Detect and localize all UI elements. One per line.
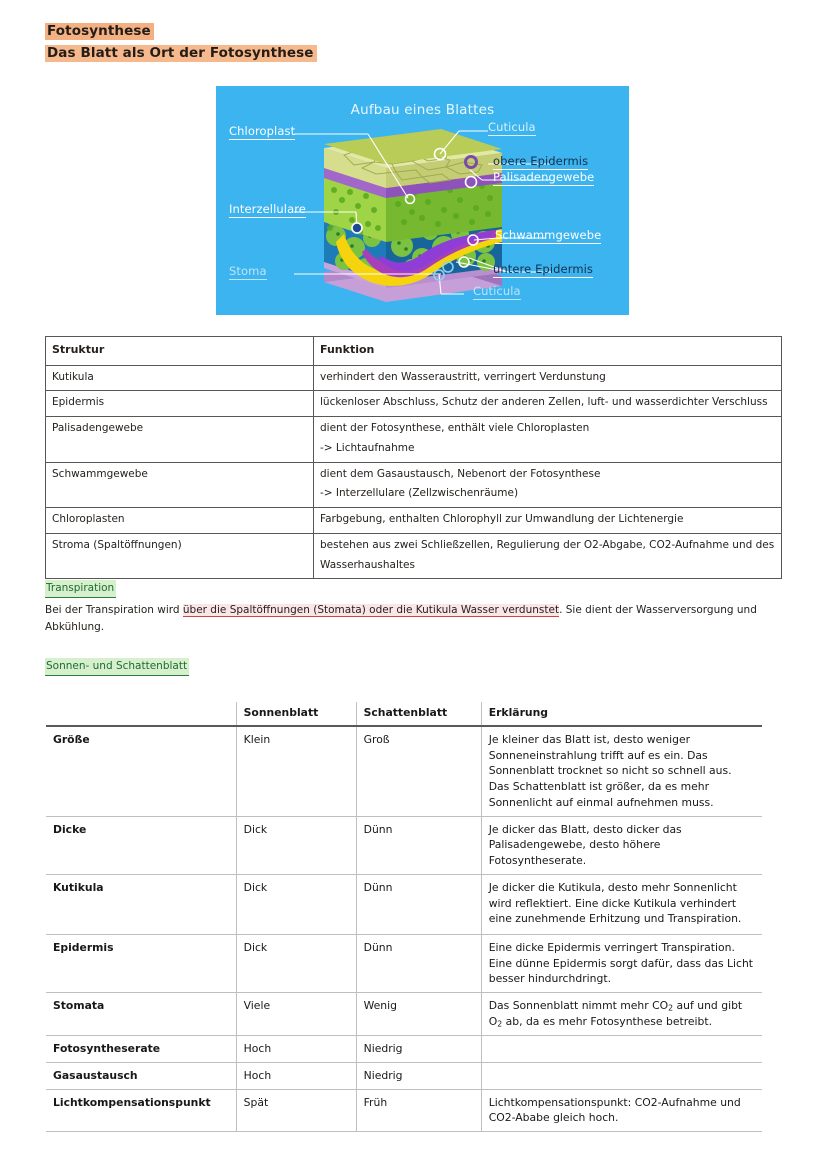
cell-funktion xyxy=(314,508,782,534)
cell-schattenblatt: Niedrig xyxy=(356,1062,481,1089)
transpiration-heading: Transpiration xyxy=(45,580,116,598)
cell-erklaerung: Das Sonnenblatt nimmt mehr $CO_2$ auf und gibt $O_2$ ab, da es mehr Fotosynthese betreibt. xyxy=(481,993,762,1036)
page-title: Fotosynthese xyxy=(45,23,154,40)
table-row xyxy=(46,462,782,508)
cell-erklaerung xyxy=(481,1062,762,1089)
cell-funktion xyxy=(314,533,782,579)
table-row xyxy=(46,365,782,391)
cell-sonnenblatt: Viele xyxy=(236,993,356,1036)
cell-merkmal: Fotosyntheserate xyxy=(46,1036,236,1063)
cell-merkmal: Epidermis xyxy=(46,934,236,992)
table-row xyxy=(46,391,782,417)
table-row xyxy=(46,1089,762,1132)
sonnen-schattenblatt-heading: Sonnen- und Schattenblatt xyxy=(45,658,189,676)
cell-funktion xyxy=(314,462,782,508)
table-row xyxy=(46,417,782,463)
cell-funktion-main: Farbgebung, enthalten Chlorophyll zur Umwandlung der Lichtenergie xyxy=(320,513,684,525)
column-header-sonnenblatt: Sonnenblatt xyxy=(236,702,356,726)
transpiration-text-after: . Sie dient der Wasserversorgung und Abkühlung. xyxy=(45,604,757,633)
diagram-label-palisadengewebe: Palisadengewebe xyxy=(493,170,595,184)
column-header-struktur: Struktur xyxy=(46,337,314,366)
diagram-label-obere-epidermis: obere Epidermis xyxy=(493,154,589,168)
cell-merkmal: Dicke xyxy=(46,816,236,874)
cell-funktion-main: bestehen aus zwei Schließzellen, Regulierung der O2-Abgabe, CO2-Aufnahme und des xyxy=(320,538,775,551)
table-header-row xyxy=(46,337,782,366)
diagram-label-schwammgewebe: Schwammgewebe xyxy=(495,228,602,242)
cell-struktur: Kutikula xyxy=(46,365,314,391)
cell-schattenblatt: Niedrig xyxy=(356,1036,481,1063)
cell-sonnenblatt: Klein xyxy=(236,726,356,816)
cell-sonnenblatt: Dick xyxy=(236,934,356,992)
diagram-label-chloroplast: Chloroplast xyxy=(229,124,296,138)
cell-funktion xyxy=(314,391,782,417)
diagram-label-cuticula-top: Cuticula xyxy=(488,120,536,134)
diagram-label-untere-epidermis: untere Epidermis xyxy=(493,262,594,276)
table-row xyxy=(46,993,762,1036)
cell-merkmal: Stomata xyxy=(46,993,236,1036)
cell-funktion-sub: -> Lichtaufnahme xyxy=(320,441,415,454)
cell-erklaerung: Je dicker die Kutikula, desto mehr Sonnenlicht wird reflektiert. Eine dicke Kutikula verhindert eine zunehmende Erhitzung und Transpiration. xyxy=(481,874,762,934)
table-row xyxy=(46,508,782,534)
diagram-label-interzellulare: Interzellulare xyxy=(229,202,306,216)
cell-erklaerung xyxy=(481,1036,762,1063)
column-header-erklaerung: Erklärung xyxy=(481,702,762,726)
cell-funktion-sub: Wasserhaushaltes xyxy=(320,558,415,571)
table-row xyxy=(46,1062,762,1089)
diagram-label-stoma: Stoma xyxy=(229,264,267,278)
cell-schattenblatt: Wenig xyxy=(356,993,481,1036)
cell-erklaerung: Je dicker das Blatt, desto dicker das Palisadengewebe, desto höhere Fotosyntheserate. xyxy=(481,816,762,874)
cell-merkmal: Gasaustausch xyxy=(46,1062,236,1089)
cell-erklaerung: Je kleiner das Blatt ist, desto weniger Sonneneinstrahlung trifft auf es ein. Das Sonnenblatt trocknet so nicht so schnell aus. Das Schattenblatt ist größer, da es mehr Sonnenlicht auf einmal aufnehmen muss. xyxy=(481,726,762,816)
table-header-row xyxy=(46,702,762,726)
column-header-funktion: Funktion xyxy=(314,337,782,366)
table-row xyxy=(46,533,782,579)
section-spacer xyxy=(45,636,790,658)
cell-erklaerung: Eine dicke Epidermis verringert Transpiration. Eine dünne Epidermis sorgt dafür, dass das Licht besser hindurchdringt. xyxy=(481,934,762,992)
cell-struktur: Stroma (Spaltöffnungen) xyxy=(46,533,314,579)
cell-funktion xyxy=(314,417,782,463)
transpiration-text-before: Bei der Transpiration wird xyxy=(45,604,183,616)
cell-schattenblatt: Früh xyxy=(356,1089,481,1132)
table-row xyxy=(46,726,762,816)
cell-struktur: Schwammgewebe xyxy=(46,462,314,508)
cell-schattenblatt: Dünn xyxy=(356,934,481,992)
cell-funktion-main: verhindert den Wasseraustritt, verringert Verdunstung xyxy=(320,370,606,383)
cell-schattenblatt: Dünn xyxy=(356,816,481,874)
transpiration-text-underlined: über die Spaltöffnungen (Stomata) oder die Kutikula Wasser verdunstet xyxy=(182,604,560,616)
cell-erklaerung: Lichtkompensationspunkt: CO2-Aufnahme und CO2-Ababe gleich hoch. xyxy=(481,1089,762,1132)
cell-sonnenblatt: Dick xyxy=(236,874,356,934)
table-row xyxy=(46,816,762,874)
column-header-blank xyxy=(46,702,236,726)
cell-merkmal: Kutikula xyxy=(46,874,236,934)
page-subtitle: Das Blatt als Ort der Fotosynthese xyxy=(45,45,317,62)
cell-sonnenblatt: Dick xyxy=(236,816,356,874)
cell-schattenblatt: Dünn xyxy=(356,874,481,934)
cell-merkmal: Lichtkompensationspunkt xyxy=(46,1089,236,1132)
cell-schattenblatt: Groß xyxy=(356,726,481,816)
cell-funktion-main: lückenloser Abschluss, Schutz der anderen Zellen, luft- und wasserdichter Verschluss xyxy=(320,396,768,409)
table-row xyxy=(46,874,762,934)
transpiration-section xyxy=(45,580,790,676)
structure-function-table xyxy=(45,336,782,579)
cell-funktion-main: dient dem Gasaustausch, Nebenort der Fotosynthese xyxy=(320,467,601,480)
table-row xyxy=(46,934,762,992)
cell-struktur: Epidermis xyxy=(46,391,314,417)
cell-funktion-sub: -> Interzellulare (Zellzwischenräume) xyxy=(320,487,519,500)
cell-sonnenblatt: Hoch xyxy=(236,1036,356,1063)
sonnen-schattenblatt-table xyxy=(46,702,762,1132)
cell-merkmal: Größe xyxy=(46,726,236,816)
page-title-block xyxy=(45,22,317,62)
diagram-label-cuticula-bottom: Cuticula xyxy=(473,284,521,298)
column-header-schattenblatt: Schattenblatt xyxy=(356,702,481,726)
cell-funktion xyxy=(314,365,782,391)
leaf-structure-diagram xyxy=(216,86,629,315)
cell-struktur: Chloroplasten xyxy=(46,508,314,534)
cell-struktur: Palisadengewebe xyxy=(46,417,314,463)
cell-funktion-main: dient der Fotosynthese, enthält viele Chloroplasten xyxy=(320,422,590,434)
diagram-illustration xyxy=(216,86,629,315)
diagram-title: Aufbau eines Blattes xyxy=(350,102,495,118)
cell-sonnenblatt: Spät xyxy=(236,1089,356,1132)
cell-sonnenblatt: Hoch xyxy=(236,1062,356,1089)
table-row xyxy=(46,1036,762,1063)
transpiration-paragraph xyxy=(45,602,790,636)
